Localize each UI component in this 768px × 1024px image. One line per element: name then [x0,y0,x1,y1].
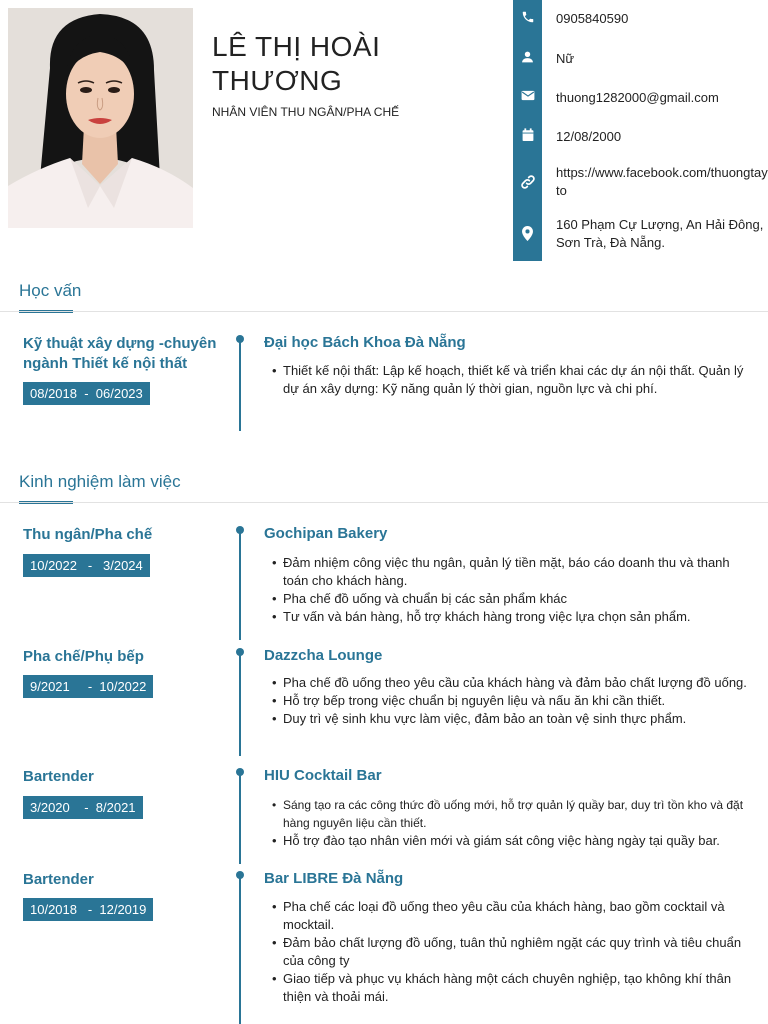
link-icon [513,174,542,190]
contact-email [513,89,768,109]
job-dates: 9/2021 - 10/2022 [23,675,153,698]
job-details [270,674,748,728]
list-item: • Thiết kế nội thất: Lập kế hoạch, thiết kế và triển khai các dự án nội thất. Quản lý dự án xây dựng: Kỹ năng quản lý thời gian, nguồn lực và chi phí. [270,362,748,398]
education-details [270,362,748,398]
timeline-dot [236,526,244,534]
job-dates: 10/2022 - 3/2024 [23,554,150,577]
contact-phone [513,10,768,30]
education-dates: 08/2018 - 06/2023 [23,382,150,405]
list-item: • Hỗ trợ đào tạo nhân viên mới và giám sát công việc hàng ngày tại quầy bar. [270,832,748,850]
timeline-dot [236,768,244,776]
job-details [270,554,748,626]
job-dates: 3/2020 - 8/2021 [23,796,143,819]
profile-photo [8,8,193,228]
contact-birthday [513,128,768,148]
address-value: 160 Phạm Cự Lượng, An Hải Đông, Sơn Trà, Đà Nẵng. [556,217,764,250]
list-item: • Pha chế đồ uống theo yêu cầu của khách hàng và đảm bảo chất lượng đồ uống. [270,674,748,692]
education-major: Kỹ thuật xây dựng -chuyên ngành Thiết kế nội thất [23,335,217,372]
envelope-icon [513,89,542,102]
list-item: • Hỗ trợ bếp trong việc chuẩn bị nguyên liệu và nấu ăn khi cần thiết. [270,692,748,710]
job-role: Pha chế/Phụ bếp [23,648,144,665]
candidate-name: LÊ THỊ HOÀI THƯƠNG [212,31,381,96]
job-details [270,898,748,1006]
calendar-icon [513,128,542,142]
contact-address [513,216,768,256]
job-company: Dazzcha Lounge [264,647,383,664]
email-value: thuong1282000@gmail.com [556,90,719,105]
list-item: • Giao tiếp và phục vụ khách hàng một cách chuyên nghiệp, tạo không khí thân thiện và thoải mái. [270,970,748,1006]
job-details [270,796,748,850]
phone-value: 0905840590 [556,11,629,26]
job-company: Bar LIBRE Đà Nẵng [264,870,404,887]
job-dates: 10/2018 - 12/2019 [23,898,153,921]
list-item: • Pha chế các loại đồ uống theo yêu cầu của khách hàng, bao gồm cocktail và mocktail. [270,898,748,934]
experience-timeline [239,652,241,756]
experience-timeline [239,875,241,1024]
facebook-link[interactable]: https://www.facebook.com/thuongtayto [556,165,768,198]
experience-timeline [239,530,241,640]
list-item: • Sáng tạo ra các công thức đồ uống mới, hỗ trợ quản lý quầy bar, duy trì tồn kho và đặt hàng nguyên liệu cần thiết. [270,796,748,832]
map-pin-icon [513,226,542,241]
education-timeline [239,339,241,431]
list-item: • Duy trì vệ sinh khu vực làm việc, đảm bảo an toàn vệ sinh thực phẩm. [270,710,748,728]
job-role: Bartender [23,871,94,888]
user-icon [513,50,542,64]
list-item: • Đảm nhiệm công việc thu ngân, quản lý tiền mặt, báo cáo doanh thu và thanh toán cho khách hàng. [270,554,748,590]
contact-facebook [513,164,768,204]
contact-gender [513,50,768,70]
experience-divider [0,502,768,503]
phone-icon [513,10,542,24]
education-school: Đại học Bách Khoa Đà Nẵng [264,334,466,351]
job-title: NHÂN VIÊN THU NGÂN/PHA CHẾ [212,105,400,119]
gender-value: Nữ [556,51,575,66]
birthday-value: 12/08/2000 [556,129,622,144]
education-divider [0,311,768,312]
job-role: Bartender [23,768,94,785]
timeline-dot [236,871,244,879]
job-role: Thu ngân/Pha chế [23,526,153,543]
job-company: Gochipan Bakery [264,525,388,542]
experience-timeline [239,772,241,864]
list-item: • Đảm bảo chất lượng đồ uống, tuân thủ nghiêm ngặt các quy trình và tiêu chuẩn của công ty [270,934,748,970]
list-item: • Pha chế đồ uống và chuẩn bị các sản phẩm khác [270,590,748,608]
timeline-dot [236,648,244,656]
experience-heading: Kinh nghiệm làm việc [19,472,181,491]
list-item: • Tư vấn và bán hàng, hỗ trợ khách hàng trong việc lựa chọn sản phẩm. [270,608,748,626]
job-company: HIU Cocktail Bar [264,767,382,784]
education-heading: Học vấn [19,281,82,300]
